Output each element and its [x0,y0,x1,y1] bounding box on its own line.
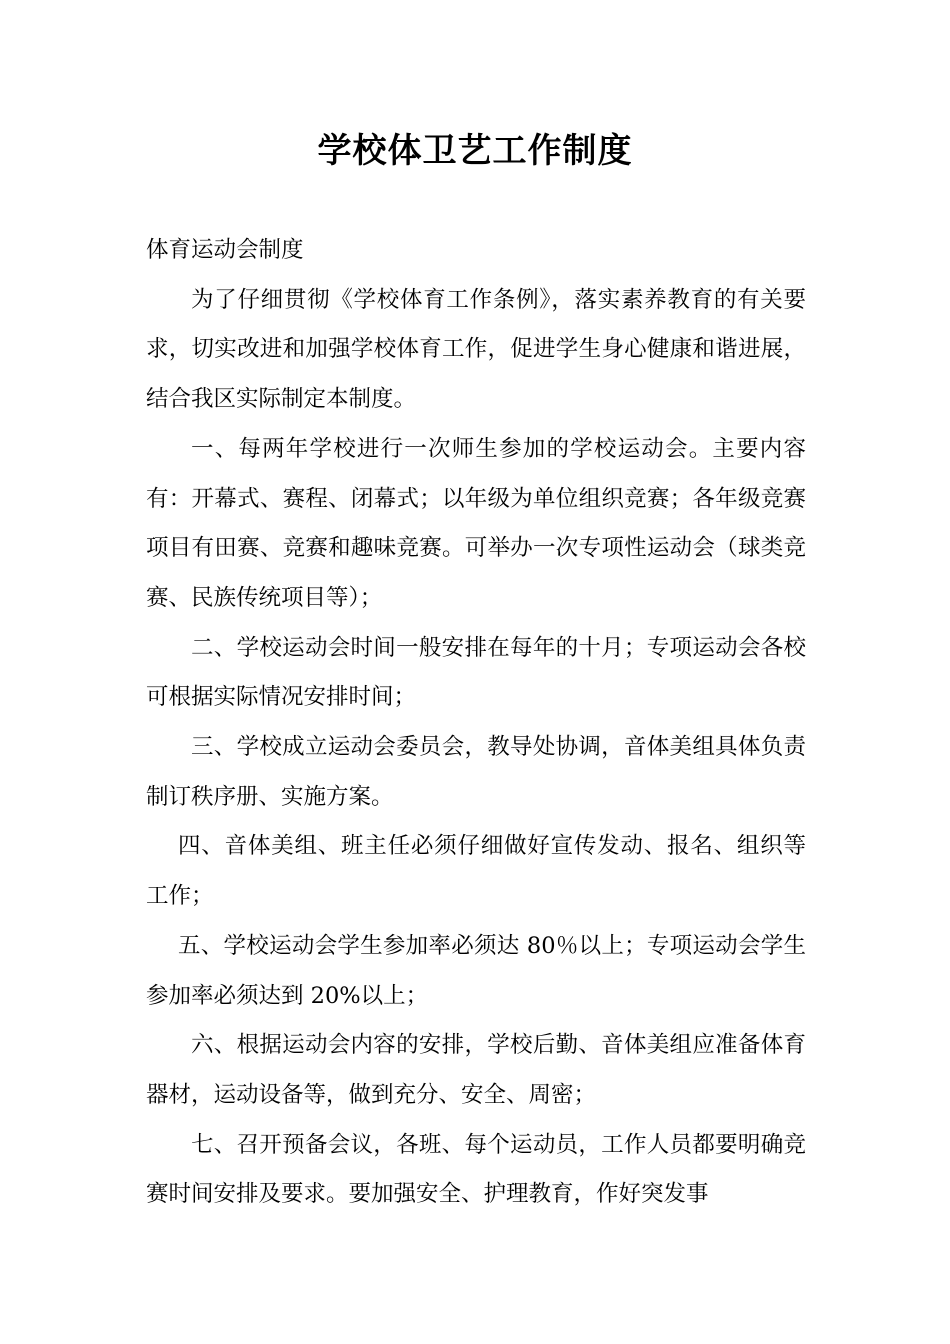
paragraph-item-6: 六、根据运动会内容的安排，学校后勤、音体美组应准备体育器材，运动设备等，做到充分、安全、周密； [146,1032,806,1108]
paragraph-intro: 为了仔细贯彻《学校体育工作条例》，落实素养教育的有关要求，切实改进和加强学校体育工作，促进学生身心健康和谐进展，结合我区实际制定本制度。 [146,286,806,413]
document-body [146,226,806,1220]
paragraph-item-1: 一、每两年学校进行一次师生参加的学校运动会。主要内容有：开幕式、赛程、闭幕式；以年级为单位组织竞赛；各年级竞赛项目有田赛、竞赛和趣味竞赛。可举办一次专项性运动会（球类竞赛、民族传统项目等）； [146,435,806,611]
document-title: 学校体卫艺工作制度 [317,131,633,171]
paragraph-item-3: 三、学校成立运动会委员会，教导处协调，音体美组具体负责制订秩序册、实施方案。 [146,734,806,810]
paragraph-item-2: 二、学校运动会时间一般安排在每年的十月；专项运动会各校可根据实际情况安排时间； [146,634,806,711]
paragraph-item-5: 五、学校运动会学生参加率必须达 80％以上；专项运动会学生参加率必须达到 20%以上； [146,932,806,1009]
paragraph-item-4: 四、音体美组、班主任必须仔细做好宣传发动、报名、组织等工作； [146,833,806,910]
paragraph-item-7: 七、召开预备会议，各班、每个运动员，工作人员都要明确竞赛时间安排及要求。要加强安全、护理教育，作好突发事 [146,1131,806,1208]
section-heading: 体育运动会制度 [146,237,304,263]
